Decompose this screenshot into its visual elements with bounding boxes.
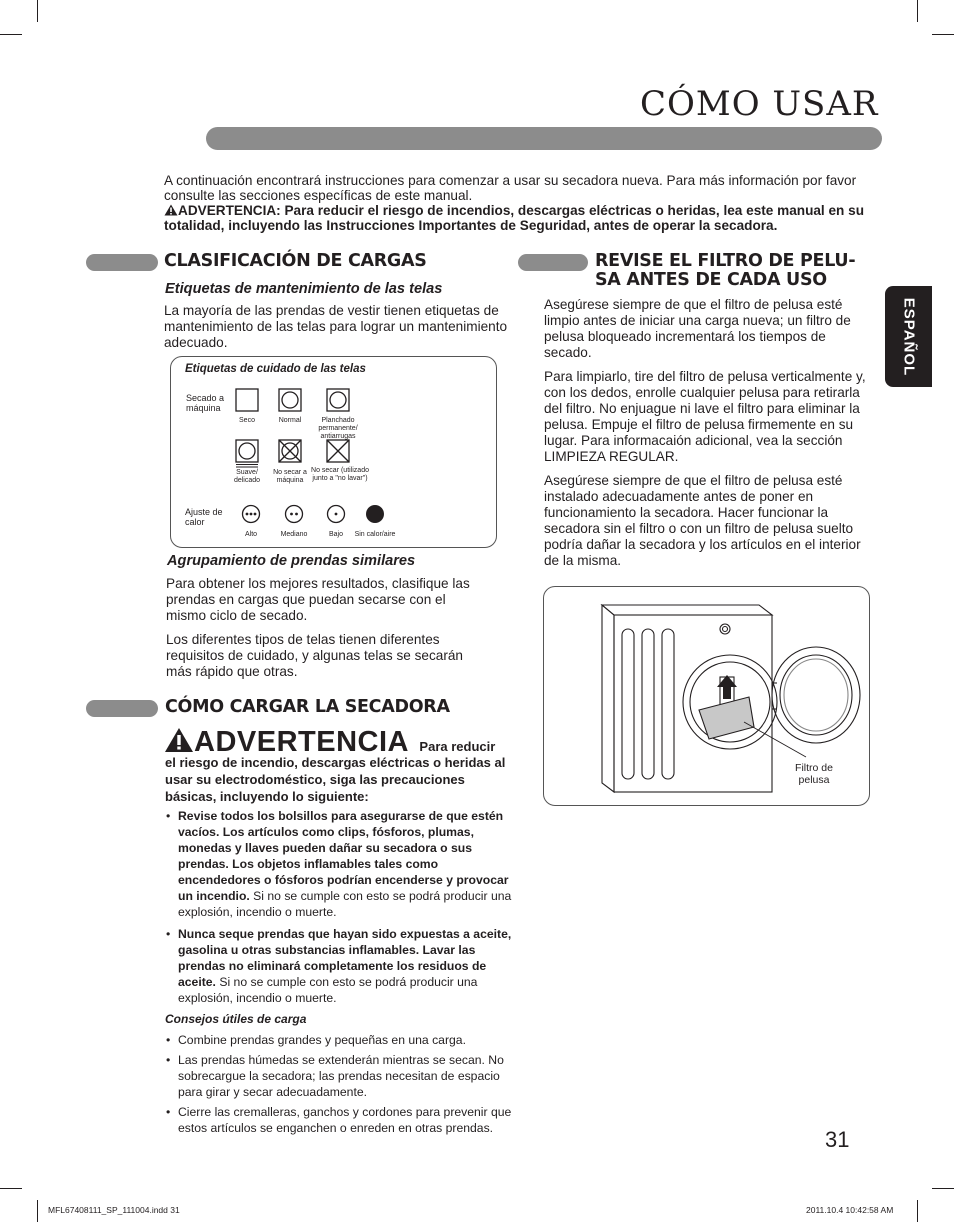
care-labels-box xyxy=(170,356,497,548)
warning-bullet: • Nunca seque prendas que hayan sido expuestas a aceite, gasolina u otras substancias inflamables. Lavar las prendas no eliminará completamente los residuos de aceite. Si no se cumple con esto se podrá producir una explosión, incendio o muerte. xyxy=(164,926,514,1006)
load-warning-header xyxy=(164,727,524,757)
label-normal: Normal xyxy=(278,417,302,424)
no-heat-icon xyxy=(365,504,385,524)
crop-mark xyxy=(0,1188,22,1189)
tip-item: • Cierre las cremalleras, ganchos y cordones para prevenir que estos artículos se enganchen o enreden en otras prendas. xyxy=(164,1104,514,1136)
section-pill xyxy=(86,254,158,271)
label-medium: Mediano xyxy=(280,531,308,538)
label-seco: Seco xyxy=(239,417,255,424)
sort-subheading-2: Agrupamiento de prendas similares xyxy=(167,553,416,569)
intro-text: A continuación encontrará instrucciones para comenzar a usar su secadora nueva. Para más información por favor consulte las secciones específicas de este manual. xyxy=(164,173,857,203)
sort-heading: CLASIFICACIÓN DE CARGAS xyxy=(164,251,427,271)
crop-mark xyxy=(932,1188,954,1189)
label-delicate: Suave/ delicado xyxy=(233,469,261,484)
heat-medium-icon xyxy=(284,504,304,524)
sort-subheading-1: Etiquetas de mantenimiento de las telas xyxy=(165,281,443,297)
label-no-dry: No secar (utilizado junto a "no lavar") xyxy=(311,467,369,482)
label-low: Bajo xyxy=(328,531,343,538)
crop-mark xyxy=(917,0,918,22)
label-no-machine: No secar a máquina xyxy=(273,469,307,484)
language-tab-label: ESPAÑOL xyxy=(900,297,917,376)
warning-icon xyxy=(164,204,178,216)
heat-high-icon xyxy=(241,504,261,524)
intro-warning-text: ADVERTENCIA: Para reducir el riesgo de incendios, descargas eléctricas o heridas, lea este manual en su totalidad, incluyendo las Instrucciones Importantes de Seguridad, antes de operar la secadora. xyxy=(164,203,864,233)
warning-bullet: • Revise todos los bolsillos para asegurarse de que estén vacíos. Los artículos como clips, fósforos, plumas, monedas y llaves pueden dañar su secadora o sus prendas. Los objetos inflamables tales como encendedores o fósforos podrían encenderse y provocar un incendio. Si no se cumple con esto se podrá producir una explosión, incendio o muerte. xyxy=(164,808,514,920)
filter-paragraph-2: Para limpiarlo, tire del filtro de pelusa verticalmente y, con los dedos, enrolle cualquier pelusa para retirarla del filtro. No enjuague ni lave el filtro para eliminar la pelusa. Empuje el filtro de pelusa firmemente en su lugar. Para informacaión adicional, vea la sección LIMPIEZA REGULAR. xyxy=(544,369,866,464)
intro xyxy=(164,173,880,233)
section-pill xyxy=(86,700,158,717)
sort-paragraph-3: Los diferentes tipos de telas tienen diferentes requisitos de cuidado, y algunas telas se secarán más rápido que otras. xyxy=(166,632,463,679)
footer-left: MFL67408111_SP_111004.indd 31 xyxy=(48,1205,180,1215)
section-pill xyxy=(518,254,588,271)
label-high: Alto xyxy=(244,531,258,538)
filter-heading xyxy=(595,252,885,290)
tips-title: Consejos útiles de carga xyxy=(165,1012,307,1026)
filter-heading-line-1: REVISE EL FILTRO DE PELU- xyxy=(595,251,856,271)
label-permanent-press: Planchado permanente/ antiarrugas xyxy=(318,417,358,440)
filter-paragraph-3: Asegúrese siempre de que el filtro de pelusa esté instalado adecuadamente antes de poner en funcionamiento la secadora. Hacer funcionar la secadora sin el filtro o con un filtro de pelusa suelto podría dañar la secadora y los artículos en el interior de la misma. xyxy=(544,473,861,568)
do-not-tumble-dry-icon xyxy=(278,439,302,463)
sort-paragraph-2: Para obtener los mejores resultados, clasifique las prendas en cargas que puedan secarse con el mismo ciclo de secado. xyxy=(166,576,470,623)
filter-heading-line-2: SA ANTES DE CADA USO xyxy=(595,270,827,290)
lint-filter-callout: Filtro de pelusa xyxy=(795,762,833,786)
tip-item: • Las prendas húmedas se extenderán mientras se secan. No sobrecargue la secadora; las prendas necesitan de espacio para girar y secar adecuadamente. xyxy=(164,1052,514,1100)
intro-warning xyxy=(164,203,880,233)
warning-icon xyxy=(164,727,194,753)
dry-square-icon xyxy=(235,388,259,412)
dry-permanent-press-icon xyxy=(326,388,350,412)
filter-text xyxy=(544,297,876,577)
warning-lead: Para reducir xyxy=(419,739,496,754)
crop-mark xyxy=(932,34,954,35)
sort-paragraph-1: La mayoría de las prendas de vestir tienen etiquetas de mantenimiento de las telas para lograr un mantenimiento adecuado. xyxy=(164,303,508,350)
crop-mark xyxy=(0,34,22,35)
machine-dry-label: Secado a máquina xyxy=(186,393,225,413)
tips-list xyxy=(164,1032,514,1140)
do-not-dry-icon xyxy=(326,439,350,463)
dry-delicate-icon xyxy=(235,439,259,469)
crop-mark xyxy=(917,1200,918,1222)
page-number: 31 xyxy=(825,1127,850,1152)
warning-word: ADVERTENCIA xyxy=(194,726,409,758)
heat-low-icon xyxy=(326,504,346,524)
dry-normal-icon xyxy=(278,388,302,412)
footer-right: 2011.10.4 10:42:58 AM xyxy=(806,1205,894,1215)
filter-paragraph-1: Asegúrese siempre de que el filtro de pelusa esté limpio antes de iniciar una carga nueva; un filtro de pelusa bloqueado incrementará los tiempos de secado. xyxy=(544,297,851,360)
dryer-illustration-box xyxy=(543,586,870,806)
warning-bullets xyxy=(164,808,514,1010)
page-title: CÓMO USAR xyxy=(640,84,879,124)
heat-setting-label: Ajuste de calor xyxy=(185,507,223,527)
care-box-title: Etiquetas de cuidado de las telas xyxy=(185,363,366,375)
label-no-heat: Sin calor/aire xyxy=(354,531,396,538)
sort-paragraphs xyxy=(166,576,486,688)
load-heading: CÓMO CARGAR LA SECADORA xyxy=(165,697,450,717)
tip-item: • Combine prendas grandes y pequeñas en una carga. xyxy=(164,1032,514,1048)
language-tab xyxy=(885,286,932,387)
title-bar xyxy=(206,127,882,150)
crop-mark xyxy=(37,1200,38,1222)
crop-mark xyxy=(37,0,38,22)
warning-body: el riesgo de incendio, descargas eléctricas o heridas al usar su electrodoméstico, siga las precauciones básicas, incluyendo lo siguiente: xyxy=(165,755,506,804)
